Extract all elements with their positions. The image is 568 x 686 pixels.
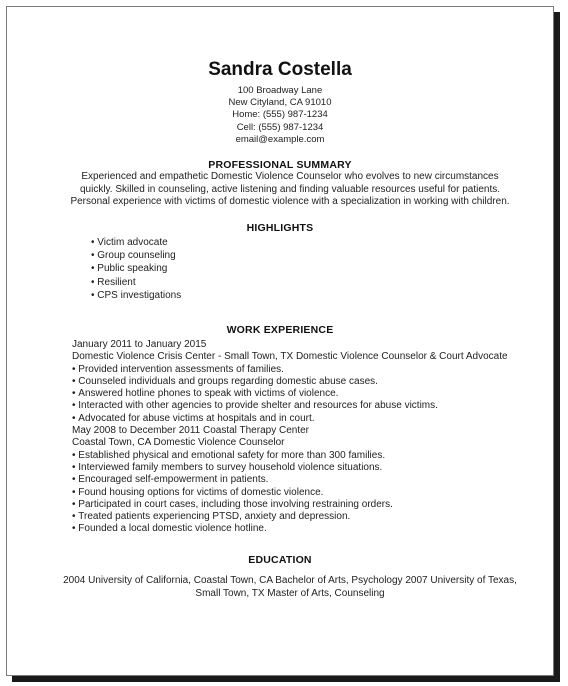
summary-text	[47, 171, 533, 209]
highlight-item: • Resilient	[91, 276, 181, 289]
resume-content	[7, 7, 553, 675]
job-bullet: • Participated in court cases, including those involving restraining orders.	[72, 499, 533, 511]
job-bullet: • Interacted with other agencies to provide shelter and resources for abuse victims.	[72, 400, 533, 412]
job-bullet: • Provided intervention assessments of families.	[72, 364, 533, 376]
summary-heading: PROFESSIONAL SUMMARY	[208, 159, 352, 171]
highlights-list	[91, 236, 181, 302]
education-line: 2004 University of California, Coastal Town, CA Bachelor of Arts, Psychology 2007 University of Texas,	[63, 575, 517, 586]
contact-block	[7, 85, 553, 146]
education-heading: EDUCATION	[248, 554, 312, 566]
job-title: Coastal Town, CA Domestic Violence Counselor	[72, 437, 285, 449]
highlight-item: • Victim advocate	[91, 236, 181, 249]
highlights-heading: HIGHLIGHTS	[246, 222, 314, 234]
resume-page	[6, 6, 554, 676]
work-heading: WORK EXPERIENCE	[226, 324, 334, 336]
job-bullet: • Answered hotline phones to speak with victims of violence.	[72, 388, 533, 400]
candidate-name: Sandra Costella	[208, 59, 352, 80]
job-dates: January 2011 to January 2015	[72, 339, 207, 350]
address-line-1: 100 Broadway Lane	[237, 85, 323, 96]
summary-line: quickly. Skilled in counseling, active listening and finding valuable resources useful for patients.	[79, 183, 501, 195]
address-line-2: New Cityland, CA 91010	[228, 97, 332, 109]
education-text	[47, 575, 533, 600]
job-bullet: • Interviewed family members to survey household violence situations.	[72, 462, 533, 474]
job-bullet: • Counseled individuals and groups regarding domestic abuse cases.	[72, 376, 533, 388]
job-dates: May 2008 to December 2011 Coastal Therapy Center	[72, 425, 309, 437]
highlight-item: • Group counseling	[91, 249, 181, 262]
email: email@example.com	[235, 133, 325, 145]
summary-line: Experienced and empathetic Domestic Violence Counselor who evolves to new circumstances	[81, 171, 499, 182]
highlight-item: • Public speaking	[91, 262, 181, 275]
summary-line: Personal experience with victims of domestic violence with a specialization in working with children.	[70, 196, 510, 208]
job-bullet: • Encouraged self-empowerment in patients.	[72, 474, 533, 486]
job-title: Domestic Violence Crisis Center - Small Town, TX Domestic Violence Counselor & Court Advocate	[72, 351, 508, 363]
job-bullet: • Found housing options for victims of domestic violence.	[72, 487, 533, 499]
job-bullet: • Established physical and emotional safety for more than 300 families.	[72, 450, 533, 462]
job-bullet: • Founded a local domestic violence hotline.	[72, 523, 533, 535]
job-bullet: • Advocated for abuse victims at hospitals and in court.	[72, 413, 533, 425]
job-bullet: • Treated patients experiencing PTSD, anxiety and depression.	[72, 511, 533, 523]
home-phone: Home: (555) 987-1234	[232, 109, 328, 121]
cell-phone: Cell: (555) 987-1234	[236, 121, 324, 133]
work-experience	[72, 339, 533, 536]
highlight-item: • CPS investigations	[91, 289, 181, 302]
education-line: Small Town, TX Master of Arts, Counseling	[195, 587, 385, 599]
